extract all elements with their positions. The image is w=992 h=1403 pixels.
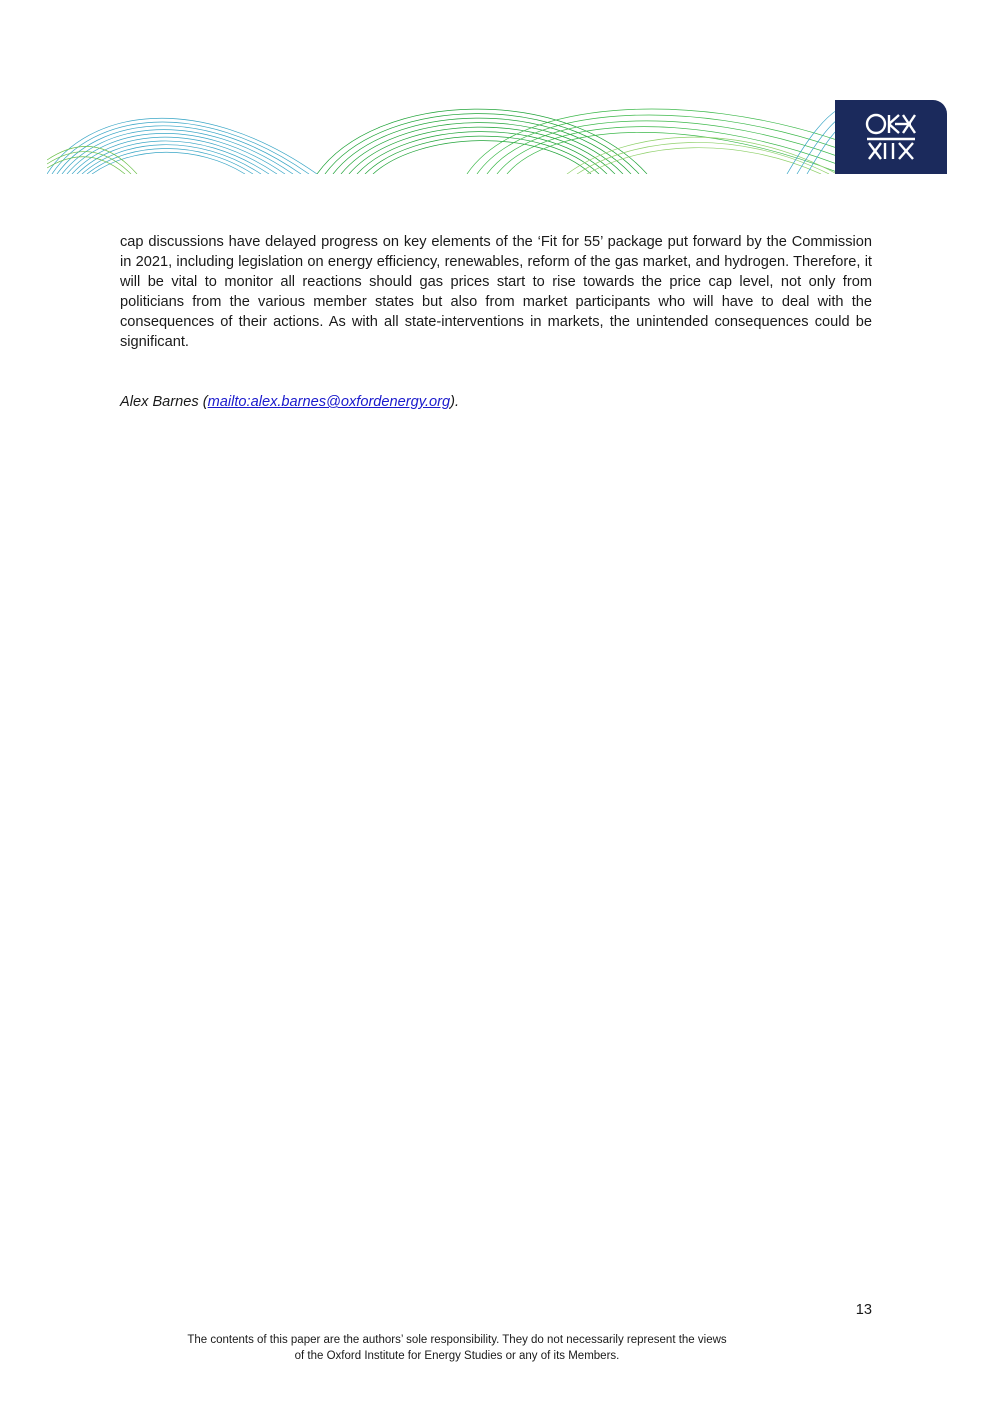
body-paragraph: cap discussions have delayed progress on key elements of the ‘Fit for 55’ package put forward by the Commission in 2021, including legislation on energy efficiency, renewables, reform of the gas market, and hydrogen. Therefore, it will be vital to monitor all reactions should gas prices start to rise towards the price cap level, not only from politicians from the various member states but also from market participants who will have to deal with the consequences of their actions. As with all state-interventions in markets, the unintended consequences could be significant. [120,234,872,350]
oxford-institute-logo-icon [863,109,919,165]
header-banner [47,100,947,174]
footer-line-2: of the Oxford Institute for Energy Studies or any of its Members. [294,1350,620,1362]
logo-box [835,100,947,174]
page-number: 13 [855,1302,872,1318]
author-email-link[interactable]: mailto:alex.barnes@oxfordenergy.org [207,394,451,410]
author-name: Alex Barnes ( [120,394,208,410]
author-line [120,392,459,412]
footer-line-1: The contents of this paper are the authors’ sole responsibility. They do not necessarily represent the views [187,1334,727,1346]
footer-disclaimer [100,1332,814,1364]
author-suffix: ). [450,394,460,410]
decorative-wave-graphic [47,100,837,174]
